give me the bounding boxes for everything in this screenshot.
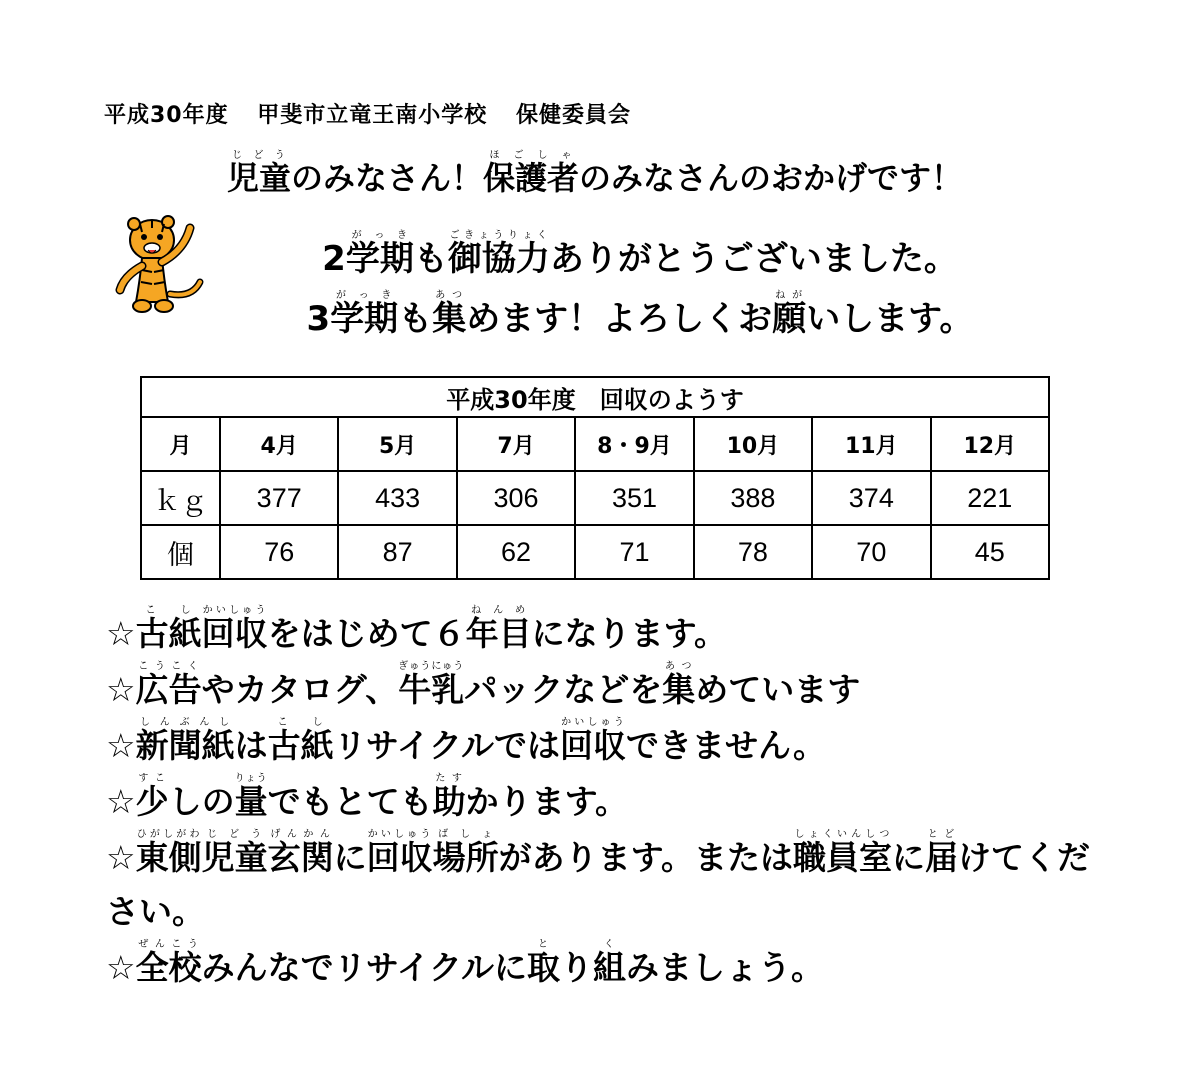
row-label-kg: ｋｇ xyxy=(141,471,220,525)
star-icon: ☆ xyxy=(106,838,136,877)
collection-table xyxy=(140,376,1050,580)
table-header-cell: 月 xyxy=(141,417,220,471)
ruby-text: 玄関げんかん xyxy=(267,829,334,877)
table-header-cell: 5月 xyxy=(338,417,456,471)
table-cell: 62 xyxy=(457,525,575,579)
ruby-text: 古紙こし xyxy=(267,717,334,765)
text-segment: も xyxy=(413,239,448,279)
ruby-text: 御協力ごきょうりょく xyxy=(447,230,550,279)
note-item xyxy=(106,605,1106,661)
notes-list xyxy=(106,605,1106,995)
header-committee: 保健委員会 xyxy=(515,103,631,128)
ruby-text: 学期がっき xyxy=(330,290,399,339)
note-item xyxy=(106,661,1106,717)
text-segment: も xyxy=(398,299,433,339)
ruby-text: 古紙こし xyxy=(135,605,202,653)
ruby-text: 少すこ xyxy=(135,773,169,821)
ruby-text: 児童じどう xyxy=(201,829,268,877)
table-caption: 平成30年度 回収のようす xyxy=(141,377,1049,417)
table-header-cell: 10月 xyxy=(694,417,812,471)
ruby-text: 職員室しょくいんしつ xyxy=(792,829,892,877)
table-cell: 433 xyxy=(338,471,456,525)
table-header-cell: 8・9月 xyxy=(575,417,693,471)
thanks-line-3 xyxy=(0,290,1190,340)
note-item xyxy=(106,939,1106,995)
table-cell: 221 xyxy=(931,471,1049,525)
text-segment: パックなどを xyxy=(464,670,663,709)
text-segment: のみなさん！ xyxy=(290,159,483,197)
text-segment: できません。 xyxy=(625,726,826,765)
text-segment: に xyxy=(333,838,367,877)
header-line xyxy=(104,98,651,129)
table-cell: 71 xyxy=(575,525,693,579)
table-cell: 45 xyxy=(931,525,1049,579)
ruby-text: 回収かいしゅう xyxy=(201,605,268,653)
ruby-text: 保護者ほごしゃ xyxy=(483,150,580,197)
table-cell: 351 xyxy=(575,471,693,525)
header-year: 平成30年度 xyxy=(104,103,229,128)
text-segment: があります。または xyxy=(498,838,793,877)
table-row xyxy=(141,525,1049,579)
note-item xyxy=(106,717,1106,773)
text-segment: 3 xyxy=(306,299,331,339)
ruby-text: 組く xyxy=(592,939,626,987)
table-header-row xyxy=(141,417,1049,471)
header-school: 甲斐市立竜王南小学校 xyxy=(257,103,488,128)
ruby-text: 助たす xyxy=(432,773,466,821)
text-segment: やカタログ、 xyxy=(201,670,399,709)
ruby-text: 量りょう xyxy=(234,773,268,821)
table-cell: 388 xyxy=(694,471,812,525)
ruby-text: 回収かいしゅう xyxy=(559,717,626,765)
text-segment: かります。 xyxy=(465,782,628,821)
ruby-text: 広告こうこく xyxy=(135,661,202,709)
ruby-text: 年目ねんめ xyxy=(465,605,532,653)
table-cell: 306 xyxy=(457,471,575,525)
ruby-text: 回収かいしゅう xyxy=(366,829,433,877)
table-cell: 374 xyxy=(812,471,930,525)
ruby-text: 集あつ xyxy=(662,661,696,709)
table-cell: 70 xyxy=(812,525,930,579)
ruby-text: 学期がっき xyxy=(345,230,414,279)
ruby-text: 願ねが xyxy=(772,290,807,339)
thanks-line-2 xyxy=(0,230,1190,280)
ruby-text: 届とど xyxy=(924,829,958,877)
star-icon: ☆ xyxy=(106,670,136,709)
text-segment: に xyxy=(891,838,925,877)
text-segment: リサイクルでは xyxy=(333,726,560,765)
row-label-count: 個 xyxy=(141,525,220,579)
text-segment: いします。 xyxy=(806,299,974,339)
table-cell: 87 xyxy=(338,525,456,579)
table-header-cell: 12月 xyxy=(931,417,1049,471)
text-segment: になります。 xyxy=(531,614,727,653)
ruby-text: 牛乳ぎゅうにゅう xyxy=(398,661,465,709)
text-segment: のみなさんのおかげです！ xyxy=(579,159,964,197)
table-cell: 377 xyxy=(220,471,338,525)
text-segment: は xyxy=(234,726,268,765)
star-icon: ☆ xyxy=(106,614,136,653)
table-header-cell: 4月 xyxy=(220,417,338,471)
table-row xyxy=(141,471,1049,525)
ruby-text: 新聞紙しんぶんし xyxy=(135,717,235,765)
ruby-text: 児童じどう xyxy=(226,150,291,197)
text-segment: しの xyxy=(168,782,235,821)
star-icon: ☆ xyxy=(106,948,136,987)
text-segment: をはじめて６ xyxy=(267,614,466,653)
ruby-text: 全校ぜんこう xyxy=(135,939,202,987)
table-cell: 78 xyxy=(694,525,812,579)
table-header-cell: 7月 xyxy=(457,417,575,471)
text-segment: り xyxy=(559,948,593,987)
table-header-cell: 11月 xyxy=(812,417,930,471)
text-segment: めます！よろしくお xyxy=(466,299,773,339)
text-segment: みましょう。 xyxy=(625,948,824,987)
table-cell: 76 xyxy=(220,525,338,579)
ruby-text: 集あつ xyxy=(432,290,467,339)
star-icon: ☆ xyxy=(106,726,136,765)
ruby-text: 取と xyxy=(526,939,560,987)
ruby-text: 東側ひがしがわ xyxy=(135,829,202,877)
text-segment: けてください。 xyxy=(106,838,1090,931)
ruby-text: 場所ばしょ xyxy=(432,829,499,877)
text-segment: ありがとうございました。 xyxy=(549,239,958,279)
thanks-title xyxy=(0,150,1190,199)
text-segment: めています xyxy=(695,670,861,709)
text-segment: みんなでリサイクルに xyxy=(201,948,527,987)
text-segment: でもとても xyxy=(267,782,433,821)
text-segment: 2 xyxy=(322,239,346,279)
note-item xyxy=(106,829,1106,939)
star-icon: ☆ xyxy=(106,782,136,821)
note-item xyxy=(106,773,1106,829)
